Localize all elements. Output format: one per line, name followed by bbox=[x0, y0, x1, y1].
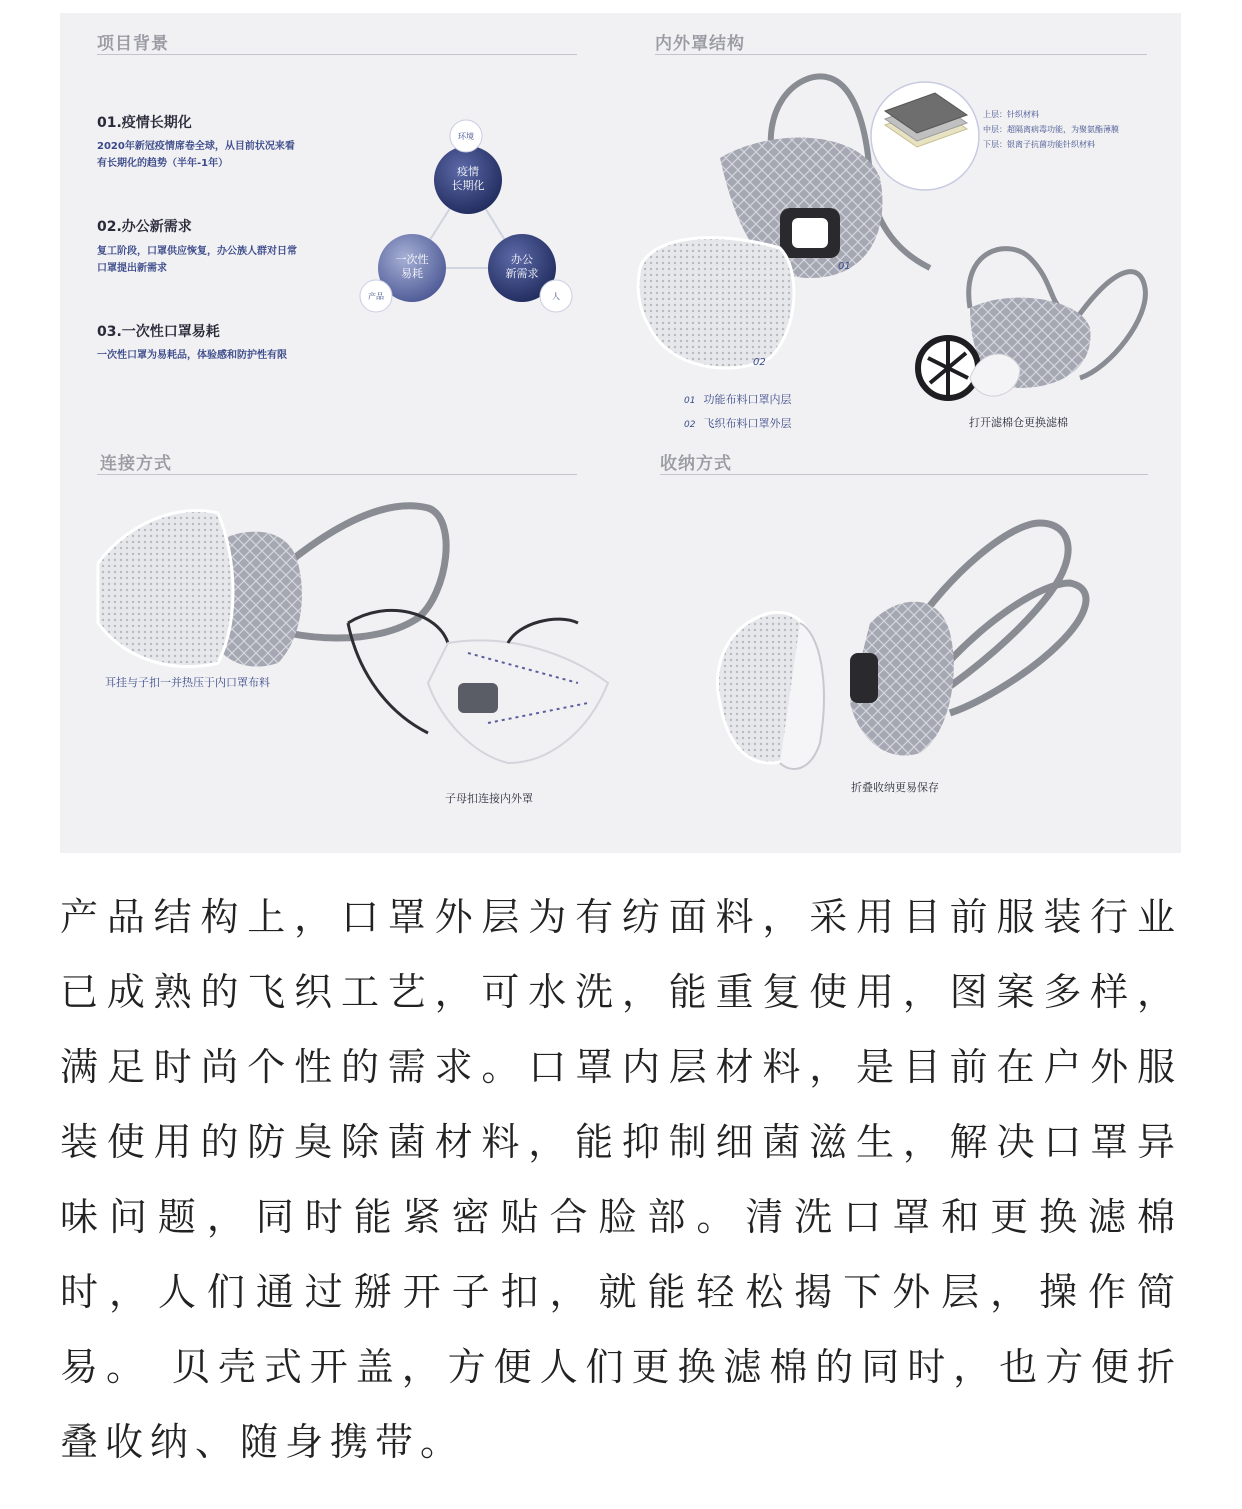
layer-desc-middle: 中层：超隔离病毒功能，为聚氨酯薄膜 bbox=[983, 125, 1119, 134]
section-title-connection: 连接方式 bbox=[100, 454, 172, 474]
layer-desc-bottom: 下层：银离子抗菌功能针织材料 bbox=[983, 140, 1095, 149]
section-divider bbox=[97, 54, 577, 55]
filter-label: 打开滤棉仓更换滤棉 bbox=[969, 416, 1068, 429]
section-title-background: 项目背景 bbox=[97, 34, 169, 54]
section-divider bbox=[660, 474, 1148, 475]
storage-illustration bbox=[710, 513, 1110, 783]
background-item-title-1: 01.疫情长期化 bbox=[97, 115, 192, 131]
filter-open-illustration bbox=[910, 228, 1150, 413]
part-number-01: 01 bbox=[838, 261, 851, 272]
section-divider bbox=[655, 54, 1147, 55]
background-item-desc-2: 复工阶段，口罩供应恢复，办公族人群对日常 口罩提出新需求 bbox=[97, 246, 297, 274]
legend-item-2: 02 飞织布料口罩外层 bbox=[684, 417, 792, 430]
part-number-02: 02 bbox=[753, 357, 766, 368]
factor-triangle-diagram bbox=[350, 118, 590, 318]
circle-label-top: 疫情 长期化 bbox=[451, 165, 485, 192]
background-item-title-2: 02.办公新需求 bbox=[97, 219, 192, 235]
infographic-board bbox=[60, 13, 1181, 853]
section-title-storage: 收纳方式 bbox=[660, 454, 732, 474]
connection-illustration bbox=[88, 503, 608, 793]
description-paragraph: 产品结构上，口罩外层为有纺面料，采用目前服装行业已成熟的飞织工艺，可水洗，能重复使用，图案多样，满足时尚个性的需求。口罩内层材料，是目前在户外服装使用的防臭除菌材料，能抑制细菌滋生，解决口罩异味问题，同时能紧密贴合脸部。清洗口罩和更换滤棉时，人们通过掰开子扣，就能轻松揭下外层，操作简易。 贝壳式开盖，方便人们更换滤棉的同时，也方便折叠收纳、随身携带。 bbox=[60, 895, 1182, 1464]
background-item-desc-3: 一次性口罩为易耗品，体验感和防护性有限 bbox=[97, 350, 287, 361]
circle-label-left: 一次性 易耗 bbox=[395, 253, 429, 280]
section-title-structure: 内外罩结构 bbox=[655, 34, 745, 54]
storage-label: 折叠收纳更易保存 bbox=[851, 781, 939, 794]
mask-exploded-illustration bbox=[630, 68, 930, 388]
tag-product: 产品 bbox=[368, 292, 384, 301]
circle-label-right: 办公 新需求 bbox=[505, 253, 539, 280]
connection-label-a: 耳挂与子扣一并热压于内口罩布料 bbox=[105, 676, 270, 689]
background-item-desc-1: 2020年新冠疫情席卷全球，从目前状况来看 有长期化的趋势（半年-1年） bbox=[97, 141, 295, 169]
background-item-title-3: 03.一次性口罩易耗 bbox=[97, 324, 220, 340]
connection-label-b: 子母扣连接内外罩 bbox=[445, 792, 533, 805]
section-divider bbox=[97, 474, 577, 475]
layer-desc-top: 上层：针织材料 bbox=[983, 110, 1039, 119]
tag-environment: 环境 bbox=[458, 132, 474, 141]
tag-people: 人 bbox=[552, 292, 560, 301]
legend-item-1: 01 功能布料口罩内层 bbox=[684, 393, 792, 406]
